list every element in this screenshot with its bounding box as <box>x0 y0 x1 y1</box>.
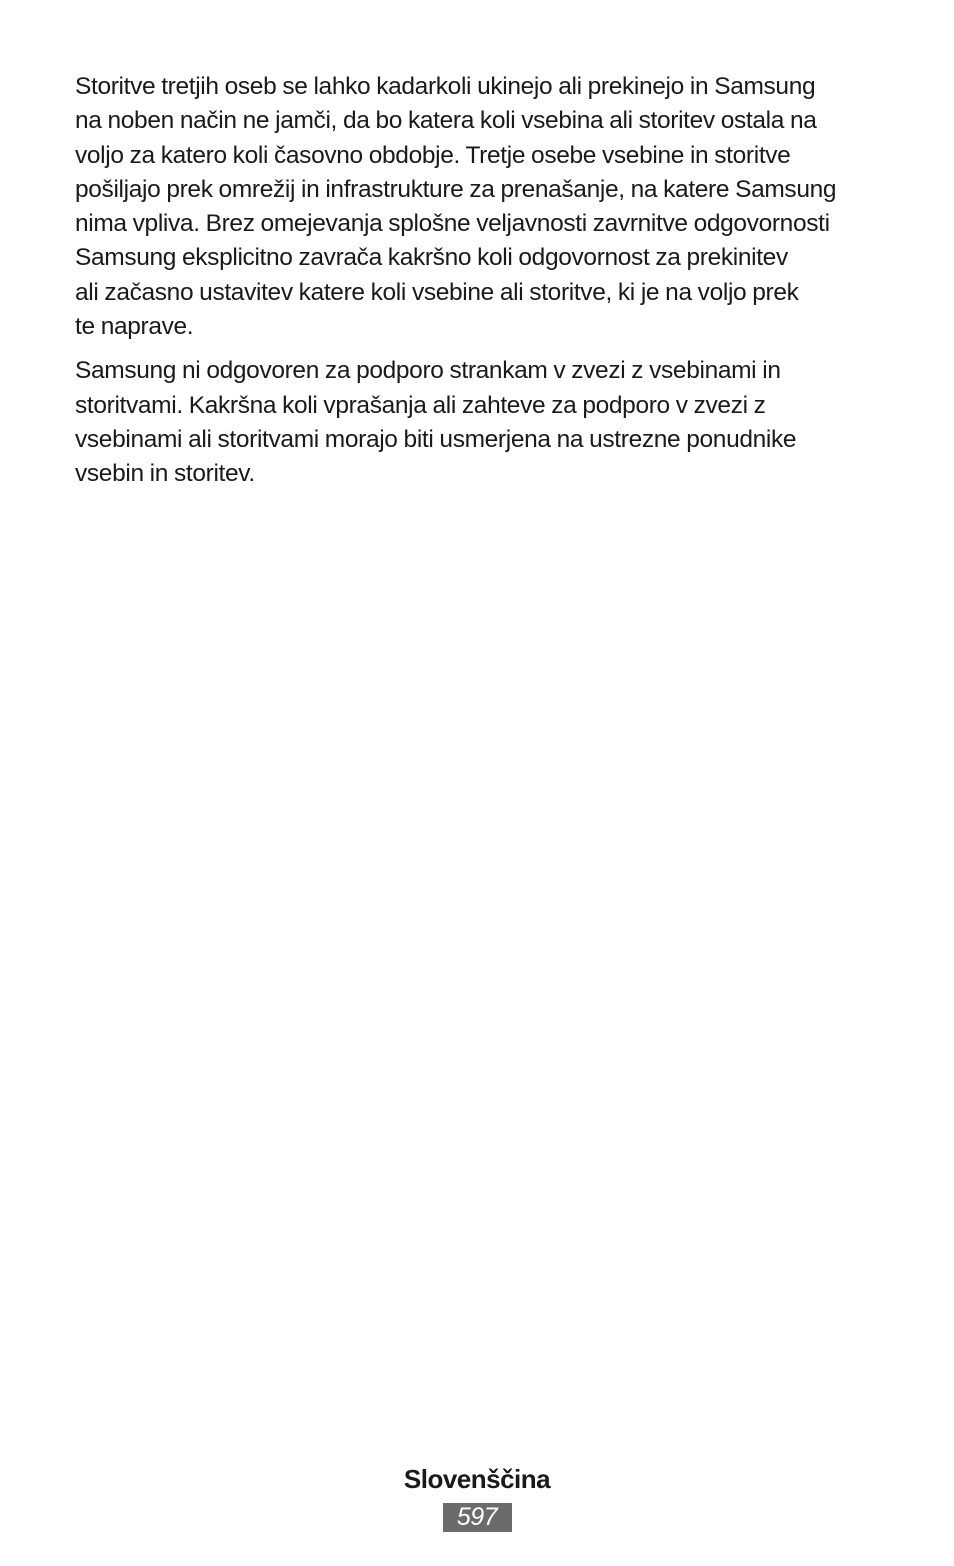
text-line: nima vpliva. Brez omejevanja splošne veljavnosti zavrnitve odgovornosti <box>75 210 830 238</box>
page-footer <box>0 1462 954 1532</box>
text-line: ali začasno ustavitev katere koli vsebine ali storitve, ki je na voljo prek <box>75 278 799 306</box>
text-line: Storitve tretjih oseb se lahko kadarkoli ukinejo ali prekinejo in Samsung <box>75 73 816 100</box>
text-line: vsebin in storitev. <box>75 460 255 488</box>
document-body <box>75 70 875 502</box>
text-line: storitvami. Kakršna koli vprašanja ali zahteve za podporo v zvezi z <box>75 391 766 419</box>
text-line: na noben način ne jamči, da bo katera koli vsebina ali storitev ostala na <box>75 107 817 135</box>
paragraph-customer-support <box>75 354 875 491</box>
text-line: voljo za katero koli časovno obdobje. Tretje osebe vsebine in storitve <box>75 141 791 169</box>
text-line: te naprave. <box>75 313 194 341</box>
text-line: vsebinami ali storitvami morajo biti usmerjena na ustrezne ponudnike <box>75 425 797 453</box>
text-line: pošiljajo prek omrežij in infrastrukture za prenašanje, na katere Samsung <box>75 175 837 203</box>
paragraph-third-party-services <box>75 70 875 344</box>
text-line: Samsung eksplicitno zavrača kakršno koli odgovornost za prekinitev <box>75 244 788 272</box>
text-line: Samsung ni odgovoren za podporo strankam v zvezi z vsebinami in <box>75 357 781 385</box>
page-number-badge: 597 <box>443 1503 512 1532</box>
footer-language-label: Slovenščina <box>403 1464 551 1494</box>
